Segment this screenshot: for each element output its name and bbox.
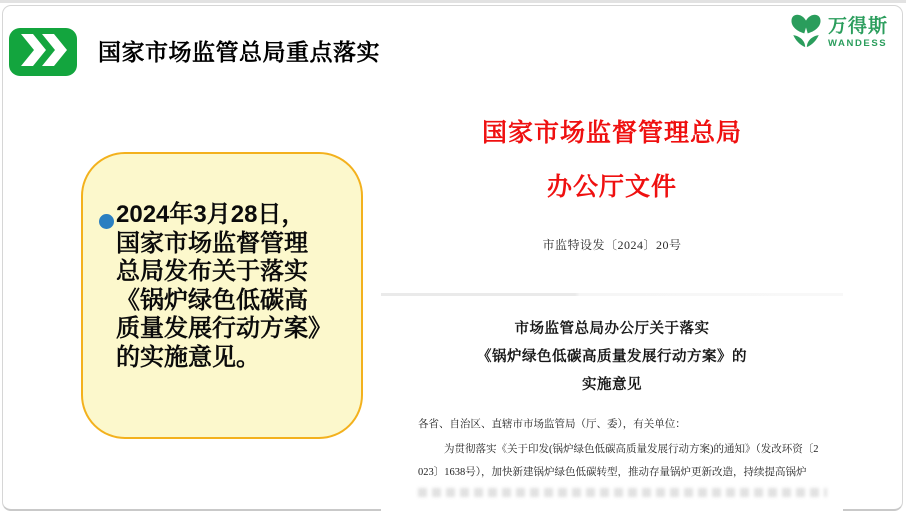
callout-line: 质量发展行动方案》 [116, 315, 332, 342]
logo-name-cn: 万得斯 [827, 15, 888, 37]
document-faded-cutoff-line [418, 488, 827, 497]
page-title: 国家市场监管总局重点落实 [98, 39, 380, 65]
wandess-logo [789, 11, 888, 54]
callout-text [116, 201, 332, 372]
slide-canvas [2, 5, 903, 511]
document-title-line: 《锅炉绿色低碳高质量发展行动方案》的 [477, 349, 747, 365]
official-document [381, 86, 843, 514]
logo-name-en: WANDESS [827, 37, 888, 49]
header-accent-badge [9, 28, 77, 76]
document-page-divider [381, 293, 843, 296]
document-number: 市监特设发〔2024〕20号 [542, 238, 682, 252]
document-salutation: 各省、自治区、直辖市市场监管局（厅、委），有关单位： [418, 419, 686, 430]
wandess-plant-icon [789, 11, 823, 54]
document-title-line: 实施意见 [582, 377, 642, 393]
double-chevron-right-icon [19, 34, 67, 71]
document-title-line: 市场监管总局办公厅关于落实 [514, 321, 710, 337]
callout-line: 的实施意见。 [116, 343, 260, 371]
callout-line: 国家市场监督管理 [116, 229, 308, 257]
callout-line: 《锅炉绿色低碳高 [116, 286, 308, 314]
document-body-line: 为贯彻落实《关于印发(锅炉绿色低碳高质量发展行动方案)的通知》（发改环资〔2 [444, 444, 819, 455]
document-agency-name: 国家市场监督管理总局 [481, 120, 742, 147]
document-agency-office: 办公厅文件 [546, 174, 677, 201]
window-top-edge [0, 0, 906, 3]
bullet-dot-icon [99, 214, 114, 229]
logo-wordmark [828, 17, 888, 49]
document-body-line: 023〕1638号），加快新建锅炉绿色低碳转型，推动存量锅炉更新改造，持续提高锅炉 [418, 467, 807, 478]
callout-bubble [81, 152, 363, 439]
callout-line: 2024年3月28日， [116, 201, 306, 228]
callout-line: 总局发布关于落实 [116, 258, 308, 285]
